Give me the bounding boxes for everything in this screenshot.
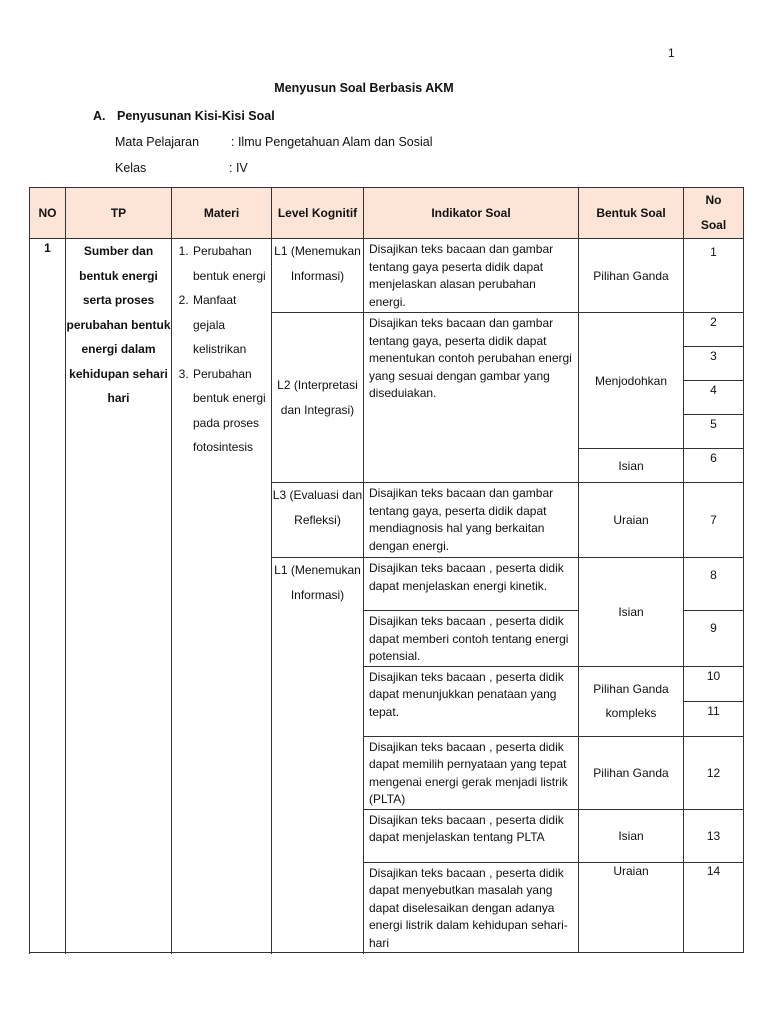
cell-indikator: Disajikan teks bacaan dan gambar tentang gaya peserta didik dapat menjelaskan alasan perubahan energi. xyxy=(364,239,579,313)
cell-nosoal: 10 xyxy=(684,666,744,701)
kelas-label: Kelas xyxy=(115,161,147,175)
cell-nosoal: 4 xyxy=(684,381,744,415)
kelas-value: : IV xyxy=(229,161,248,175)
materi-item: 1. Perubahan bentuk energi xyxy=(192,239,271,288)
header-indikator: Indikator Soal xyxy=(364,188,579,239)
cell-nosoal: 6 xyxy=(684,449,744,483)
section-label: Penyusunan Kisi-Kisi Soal xyxy=(117,109,275,123)
materi-item: 3. Perubahan bentuk energi pada proses fotosintesis xyxy=(192,362,271,460)
cell-indikator: Disajikan teks bacaan , peserta didik dapat menunjukkan penataan yang tepat. xyxy=(364,666,579,736)
cell-bentuk: Menjodohkan xyxy=(579,313,684,449)
cell-bentuk: Isian xyxy=(579,809,684,862)
kisi-kisi-table xyxy=(29,187,744,953)
table-row xyxy=(30,239,744,313)
cell-nosoal: 7 xyxy=(684,483,744,558)
materi-list xyxy=(172,239,271,460)
cell-bentuk: Pilihan Ganda xyxy=(579,736,684,809)
header-bentuk: Bentuk Soal xyxy=(579,188,684,239)
cell-indikator: Disajikan teks bacaan dan gambar tentang gaya, peserta didik dapat menentukan contoh perubahan energi yang sesuai dengan gambar yang diseduiakan. xyxy=(364,313,579,483)
cell-nosoal: 14 xyxy=(684,862,744,953)
cell-no: 1 xyxy=(30,239,66,953)
cell-materi xyxy=(172,239,272,953)
cell-tp: Sumber dan bentuk energi serta proses perubahan bentuk energi dalam kehidupan sehari hari xyxy=(66,239,172,953)
header-level: Level Kognitif xyxy=(272,188,364,239)
cell-level-l1: L1 (Menemukan Informasi) xyxy=(272,558,364,953)
cell-bentuk: Isian xyxy=(579,449,684,483)
cell-nosoal: 11 xyxy=(684,701,744,736)
materi-item: 2. Manfaat gejala kelistrikan xyxy=(192,288,271,362)
cell-indikator: Disajikan teks bacaan , peserta didik dapat memilih pernyataan yang tepat mengenai energi gerak menjadi listrik (PLTA) xyxy=(364,736,579,809)
cell-nosoal: 13 xyxy=(684,809,744,862)
cell-nosoal: 12 xyxy=(684,736,744,809)
cell-level-l1: L1 (Menemukan Informasi) xyxy=(272,239,364,313)
mapel-label: Mata Pelajaran xyxy=(115,135,200,149)
cell-indikator: Disajikan teks bacaan , peserta didik dapat memberi contoh tentang energi potensial. xyxy=(364,611,579,667)
table-header-row xyxy=(30,188,744,239)
cell-level-l3: L3 (Evaluasi dan Refleksi) xyxy=(272,483,364,558)
cell-nosoal: 2 xyxy=(684,313,744,347)
cell-nosoal: 9 xyxy=(684,611,744,667)
cell-nosoal: 8 xyxy=(684,558,744,611)
cell-indikator: Disajikan teks bacaan , peserta didik dapat menjelaskan tentang PLTA xyxy=(364,809,579,862)
header-tp: TP xyxy=(66,188,172,239)
cell-bentuk: Pilihan Ganda kompleks xyxy=(579,666,684,736)
cell-indikator: Disajikan teks bacaan , peserta didik dapat menjelaskan energi kinetik. xyxy=(364,558,579,611)
cell-level-l2: L2 (Interpretasi dan Integrasi) xyxy=(272,313,364,483)
header-nosoal: No Soal xyxy=(684,188,744,239)
cell-bentuk: Uraian xyxy=(579,483,684,558)
mapel-row xyxy=(115,135,433,149)
cell-indikator: Disajikan teks bacaan dan gambar tentang gaya, peserta didik dapat mendiagnosis hal yang berkaitan dengan energi. xyxy=(364,483,579,558)
cell-bentuk: Isian xyxy=(579,558,684,667)
cell-nosoal: 1 xyxy=(684,239,744,313)
header-no: NO xyxy=(30,188,66,239)
cell-nosoal: 3 xyxy=(684,347,744,381)
document-title: Menyusun Soal Berbasis AKM xyxy=(274,81,454,95)
cell-nosoal: 5 xyxy=(684,415,744,449)
section-heading xyxy=(93,109,275,123)
cell-bentuk: Pilihan Ganda xyxy=(579,239,684,313)
cell-indikator: Disajikan teks bacaan , peserta didik dapat menyebutkan masalah yang dapat diselesaikan dengan adanya energi listrik dalam kehidupan sehari-hari xyxy=(364,862,579,953)
mapel-value: : Ilmu Pengetahuan Alam dan Sosial xyxy=(231,135,433,149)
header-materi: Materi xyxy=(172,188,272,239)
cell-bentuk: Uraian xyxy=(579,862,684,953)
kelas-row xyxy=(115,161,248,175)
section-letter: A. xyxy=(93,109,106,123)
page-number: 1 xyxy=(668,46,675,60)
